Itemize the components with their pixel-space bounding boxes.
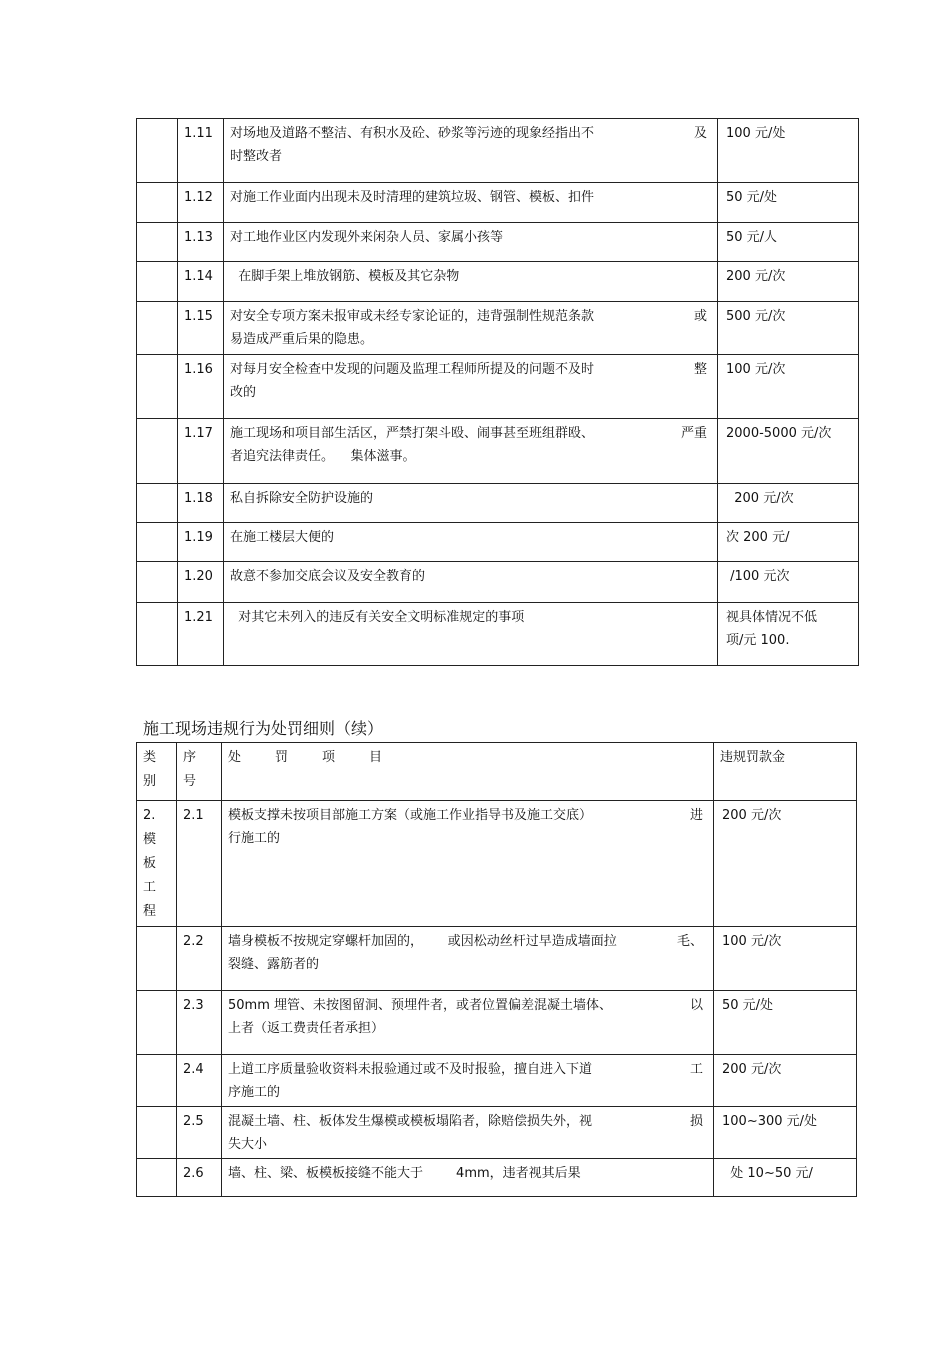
penalty-amount: 200 元/次 [714, 801, 857, 927]
category-cell [137, 1159, 177, 1197]
item-text: 对场地及道路不整洁、有积水及砼、砂浆等污迹的现象经指出不 [230, 126, 595, 141]
table-header-row [137, 743, 857, 801]
item-text-line2: 时整改者 [230, 149, 283, 164]
header-amount: 违规罚款金 [714, 743, 857, 801]
item-description [224, 562, 718, 603]
row-number: 2.1 [177, 801, 222, 927]
category-char: 2. [143, 808, 156, 823]
table-row [137, 1055, 857, 1107]
row-number: 2.4 [177, 1055, 222, 1107]
item-text-tail: 及 [693, 126, 707, 141]
row-number: 1.13 [178, 223, 224, 262]
item-text-tail: 工 [689, 1062, 703, 1077]
item-text: 在施工楼层大便的 [230, 530, 335, 545]
category-cell [137, 603, 178, 666]
penalty-amount: 100 元/处 [718, 119, 859, 183]
item-description [222, 1107, 714, 1159]
category-char: 模 [143, 832, 157, 847]
category-cell [137, 991, 177, 1055]
penalty-amount: 50 元/处 [718, 183, 859, 223]
row-number: 2.3 [177, 991, 222, 1055]
row-number: 1.18 [178, 484, 224, 523]
item-description [224, 603, 718, 666]
item-description [224, 355, 718, 419]
table-row [137, 302, 859, 355]
category-cell [137, 1107, 177, 1159]
row-number: 1.12 [178, 183, 224, 223]
item-description [224, 419, 718, 484]
category-cell [137, 302, 178, 355]
row-number: 2.6 [177, 1159, 222, 1197]
item-text: 私自拆除安全防护设施的 [230, 491, 374, 506]
penalty-amount: /100 元次 [718, 562, 859, 603]
table-row [137, 484, 859, 523]
category-cell [137, 223, 178, 262]
item-text: 故意不参加交底会议及安全教育的 [230, 569, 426, 584]
category-char: 工 [143, 880, 157, 895]
item-text: 对施工作业面内出现未及时清理的建筑垃圾、钢管、模板、扣件 [230, 190, 595, 205]
row-number: 1.16 [178, 355, 224, 419]
penalty-amount: 50 元/处 [714, 991, 857, 1055]
item-text-line2: 裂缝、露筋者的 [228, 957, 320, 972]
table-row [137, 991, 857, 1055]
item-description [224, 262, 718, 302]
category-cell [137, 523, 178, 562]
item-description [222, 991, 714, 1055]
table-row [137, 1107, 857, 1159]
table-caption: 施工现场违规行为处罚细则（续） [143, 719, 384, 738]
table-row [137, 262, 859, 302]
header-item: 处 罚 项 目 [222, 743, 714, 801]
table-row [137, 119, 859, 183]
item-text: 对工地作业区内发现外来闲杂人员、家属小孩等 [230, 230, 504, 245]
item-text-tail: 或 [693, 309, 707, 324]
table-row [137, 523, 859, 562]
category-cell [137, 419, 178, 484]
table-row [137, 183, 859, 223]
category-cell [137, 927, 177, 991]
row-number: 1.21 [178, 603, 224, 666]
item-text: 混凝土墙、柱、板体发生爆模或模板塌陷者，除赔偿损失外，视 [228, 1114, 593, 1129]
item-text: 墙、柱、梁、板模板接缝不能大于 4mm，违者视其后果 [228, 1166, 581, 1181]
row-number: 1.15 [178, 302, 224, 355]
item-text-line2: 序施工的 [228, 1085, 281, 1100]
penalty-amount: 100~300 元/处 [714, 1107, 857, 1159]
penalty-amount: 100 元/次 [714, 927, 857, 991]
item-text: 模板支撑未按项目部施工方案（或施工作业指导书及施工交底） [228, 808, 593, 823]
table-row [137, 562, 859, 603]
item-text: 施工现场和项目部生活区，严禁打架斗殴、闹事甚至班组群殴、 [230, 426, 595, 441]
item-text-line2: 失大小 [228, 1137, 268, 1152]
penalty-amount: 50 元/人 [718, 223, 859, 262]
category-cell [137, 183, 178, 223]
item-text-tail: 以 [689, 998, 703, 1013]
penalty-table-2 [136, 742, 857, 1197]
item-text-tail: 严重 [680, 426, 707, 441]
item-description [224, 183, 718, 223]
table-row [137, 801, 857, 927]
row-number: 2.2 [177, 927, 222, 991]
row-number: 1.20 [178, 562, 224, 603]
table-row [137, 355, 859, 419]
penalty-amount: 200 元/次 [718, 262, 859, 302]
item-text: 对其它未列入的违反有关安全文明标准规定的事项 [230, 610, 525, 625]
item-description [224, 223, 718, 262]
category-cell [137, 801, 177, 927]
item-description [222, 927, 714, 991]
category-cell [137, 562, 178, 603]
penalty-amount: 视具体情况不低 项/元 100. [718, 603, 859, 666]
table-row [137, 223, 859, 262]
row-number: 1.14 [178, 262, 224, 302]
table-row [137, 419, 859, 484]
item-text: 对每月安全检查中发现的问题及监理工程师所提及的问题不及时 [230, 362, 595, 377]
penalty-table-1 [136, 118, 859, 666]
item-text: 对安全专项方案未报审或未经专家论证的，违背强制性规范条款 [230, 309, 595, 324]
penalty-amount: 处 10~50 元/ [714, 1159, 857, 1197]
row-number: 1.19 [178, 523, 224, 562]
item-text-tail: 损 [689, 1114, 703, 1129]
penalty-amount: 次 200 元/ [718, 523, 859, 562]
item-text: 墙身模板不按规定穿螺杆加固的， 或因松动丝杆过早造成墙面拉 [228, 934, 617, 949]
header-seq: 序 号 [177, 743, 222, 801]
table-row [137, 927, 857, 991]
item-text: 50mm 埋管、未按图留洞、预埋件者，或者位置偏差混凝土墙体、 [228, 998, 613, 1013]
row-number: 1.17 [178, 419, 224, 484]
row-number: 1.11 [178, 119, 224, 183]
category-cell [137, 484, 178, 523]
category-cell [137, 355, 178, 419]
penalty-amount: 2000-5000 元/次 [718, 419, 859, 484]
item-text: 在脚手架上堆放钢筋、模板及其它杂物 [230, 269, 460, 284]
penalty-amount: 100 元/次 [718, 355, 859, 419]
item-text: 上道工序质量验收资料未报验通过或不及时报验，擅自进入下道 [228, 1062, 593, 1077]
item-text-line2: 改的 [230, 385, 257, 400]
item-description [222, 801, 714, 927]
item-text-tail: 进 [689, 808, 703, 823]
category-char: 板 [143, 856, 157, 871]
category-char: 程 [143, 904, 157, 919]
item-description [222, 1055, 714, 1107]
item-description [222, 1159, 714, 1197]
penalty-amount: 500 元/次 [718, 302, 859, 355]
category-cell [137, 262, 178, 302]
penalty-amount: 200 元/次 [718, 484, 859, 523]
item-description [224, 119, 718, 183]
header-category: 类 别 [137, 743, 177, 801]
category-cell [137, 119, 178, 183]
item-text-line2: 上者（返工费责任者承担） [228, 1021, 385, 1036]
category-cell [137, 1055, 177, 1107]
item-text-tail: 整 [693, 362, 707, 377]
item-description [224, 302, 718, 355]
item-text-line2: 行施工的 [228, 831, 281, 846]
table-row [137, 603, 859, 666]
item-description [224, 523, 718, 562]
item-description [224, 484, 718, 523]
item-text-tail: 毛、 [676, 934, 703, 949]
penalty-amount: 200 元/次 [714, 1055, 857, 1107]
table-row [137, 1159, 857, 1197]
row-number: 2.5 [177, 1107, 222, 1159]
item-text-line2: 易造成严重后果的隐患。 [230, 332, 374, 347]
item-text-line2: 者追究法律责任。 集体滋事。 [230, 449, 416, 464]
